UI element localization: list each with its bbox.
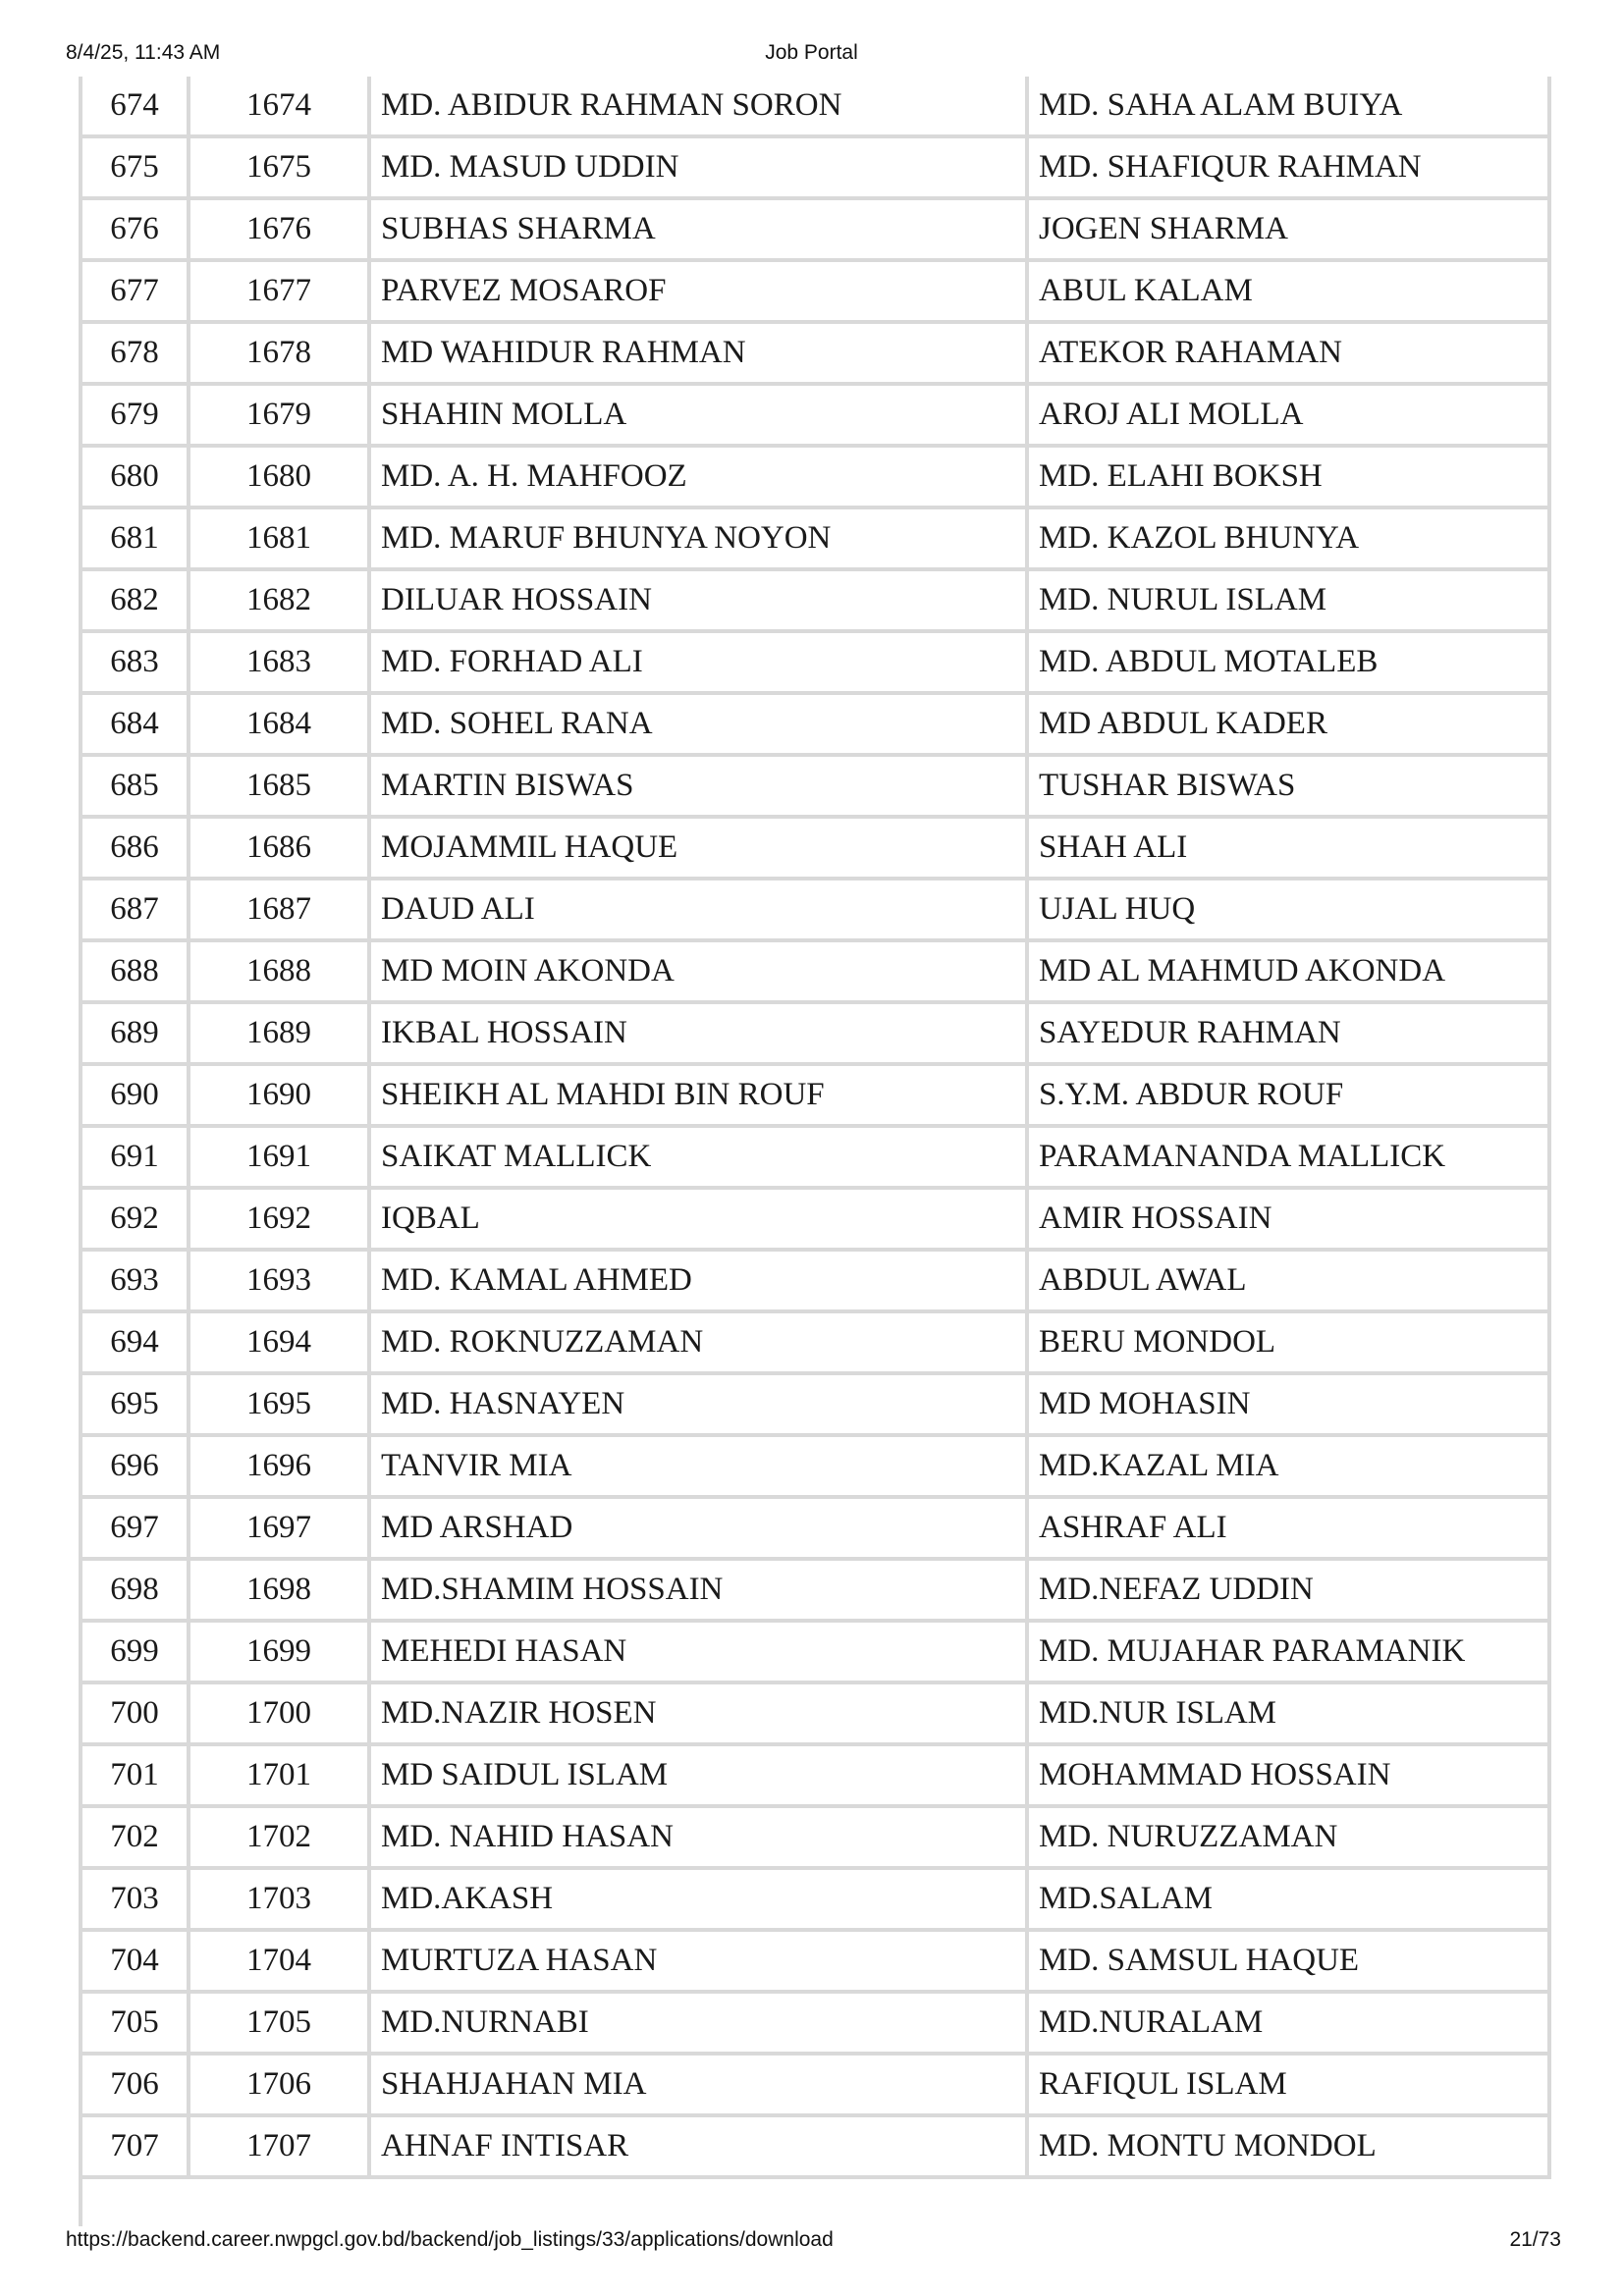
father-name-cell: MD MOHASIN (1027, 1373, 1549, 1435)
application-id-cell: 1699 (189, 1621, 369, 1682)
application-id-cell: 1697 (189, 1497, 369, 1559)
table-row (81, 1868, 1549, 1930)
father-name-cell: MOHAMMAD HOSSAIN (1027, 1744, 1549, 1806)
application-id-cell: 1675 (189, 136, 369, 198)
application-id-cell: 1700 (189, 1682, 369, 1744)
applicant-name-cell: MD.NAZIR HOSEN (369, 1682, 1027, 1744)
father-name-cell: ASHRAF ALI (1027, 1497, 1549, 1559)
applicant-name-cell: MARTIN BISWAS (369, 755, 1027, 817)
father-name-cell: JOGEN SHARMA (1027, 198, 1549, 260)
table-row (81, 446, 1549, 507)
applicant-name-cell: SHAHIN MOLLA (369, 384, 1027, 446)
application-id-cell: 1674 (189, 77, 369, 136)
serial-cell: 693 (81, 1250, 189, 1311)
father-name-cell: MD. ABDUL MOTALEB (1027, 631, 1549, 693)
application-id-cell: 1706 (189, 2054, 369, 2115)
table-row (81, 569, 1549, 631)
applicant-name-cell: MD. SOHEL RANA (369, 693, 1027, 755)
applicant-name-cell: PARVEZ MOSAROF (369, 260, 1027, 322)
serial-cell: 685 (81, 755, 189, 817)
serial-cell: 704 (81, 1930, 189, 1992)
table-row (81, 1373, 1549, 1435)
father-name-cell: MD ABDUL KADER (1027, 693, 1549, 755)
table-row (81, 693, 1549, 755)
applicant-name-cell: MD. A. H. MAHFOOZ (369, 446, 1027, 507)
father-name-cell: MD. NURUZZAMAN (1027, 1806, 1549, 1868)
table-row (81, 1311, 1549, 1373)
application-id-cell: 1690 (189, 1064, 369, 1126)
father-name-cell: PARAMANANDA MALLICK (1027, 1126, 1549, 1188)
table-row (81, 817, 1549, 879)
father-name-cell: BERU MONDOL (1027, 1311, 1549, 1373)
table-row (81, 1002, 1549, 1064)
application-id-cell: 1685 (189, 755, 369, 817)
application-id-cell: 1684 (189, 693, 369, 755)
serial-cell: 681 (81, 507, 189, 569)
applicant-name-cell: SAIKAT MALLICK (369, 1126, 1027, 1188)
table-row (81, 322, 1549, 384)
father-name-cell: AROJ ALI MOLLA (1027, 384, 1549, 446)
father-name-cell: SHAH ALI (1027, 817, 1549, 879)
applicant-name-cell: MD.SHAMIM HOSSAIN (369, 1559, 1027, 1621)
applicant-name-cell: MD. ABIDUR RAHMAN SORON (369, 77, 1027, 136)
application-id-cell: 1705 (189, 1992, 369, 2054)
father-name-cell: ABDUL AWAL (1027, 1250, 1549, 1311)
application-id-cell: 1683 (189, 631, 369, 693)
father-name-cell: S.Y.M. ABDUR ROUF (1027, 1064, 1549, 1126)
print-datetime: 8/4/25, 11:43 AM (66, 41, 221, 64)
father-name-cell: AMIR HOSSAIN (1027, 1188, 1549, 1250)
serial-cell: 678 (81, 322, 189, 384)
serial-cell: 675 (81, 136, 189, 198)
table-row (81, 77, 1549, 136)
application-id-cell: 1693 (189, 1250, 369, 1311)
father-name-cell: MD.NUR ISLAM (1027, 1682, 1549, 1744)
applicant-name-cell: MD WAHIDUR RAHMAN (369, 322, 1027, 384)
application-id-cell: 1704 (189, 1930, 369, 1992)
applicant-name-cell: MD. ROKNUZZAMAN (369, 1311, 1027, 1373)
print-header (0, 39, 1623, 75)
serial-cell: 687 (81, 879, 189, 940)
father-name-cell: MD. KAZOL BHUNYA (1027, 507, 1549, 569)
applicant-name-cell: MD. NAHID HASAN (369, 1806, 1027, 1868)
table-row (81, 879, 1549, 940)
father-name-cell: MD. SHAFIQUR RAHMAN (1027, 136, 1549, 198)
application-id-cell: 1707 (189, 2115, 369, 2177)
serial-cell: 674 (81, 77, 189, 136)
serial-cell: 699 (81, 1621, 189, 1682)
application-id-cell: 1682 (189, 569, 369, 631)
table-row (81, 1621, 1549, 1682)
table-row (81, 2115, 1549, 2177)
applicant-name-cell: DILUAR HOSSAIN (369, 569, 1027, 631)
source-url: https://backend.career.nwpgcl.gov.bd/backend/job_listings/33/applications/download (66, 2228, 834, 2251)
applicant-name-cell: MD. MARUF BHUNYA NOYON (369, 507, 1027, 569)
table-row (81, 1806, 1549, 1868)
applicant-name-cell: MD. MASUD UDDIN (369, 136, 1027, 198)
serial-cell: 684 (81, 693, 189, 755)
table-row (81, 1435, 1549, 1497)
applicant-name-cell: MD ARSHAD (369, 1497, 1027, 1559)
print-footer (0, 2226, 1623, 2262)
application-id-cell: 1698 (189, 1559, 369, 1621)
serial-cell: 701 (81, 1744, 189, 1806)
father-name-cell: MD. SAHA ALAM BUIYA (1027, 77, 1549, 136)
serial-cell: 683 (81, 631, 189, 693)
father-name-cell: MD. ELAHI BOKSH (1027, 446, 1549, 507)
page-number: 21/73 (1509, 2228, 1561, 2251)
application-id-cell: 1703 (189, 1868, 369, 1930)
application-id-cell: 1692 (189, 1188, 369, 1250)
table-row (81, 1188, 1549, 1250)
father-name-cell: MD.NURALAM (1027, 1992, 1549, 2054)
table-row (81, 198, 1549, 260)
application-id-cell: 1691 (189, 1126, 369, 1188)
table-row (81, 260, 1549, 322)
serial-cell: 679 (81, 384, 189, 446)
serial-cell: 696 (81, 1435, 189, 1497)
father-name-cell: MD AL MAHMUD AKONDA (1027, 940, 1549, 1002)
applicant-name-cell: MD SAIDUL ISLAM (369, 1744, 1027, 1806)
applicant-name-cell: SHAHJAHAN MIA (369, 2054, 1027, 2115)
applicant-name-cell: SHEIKH AL MAHDI BIN ROUF (369, 1064, 1027, 1126)
applicant-name-cell: IQBAL (369, 1188, 1027, 1250)
table-row (81, 1559, 1549, 1621)
serial-cell: 702 (81, 1806, 189, 1868)
application-id-cell: 1701 (189, 1744, 369, 1806)
applicant-name-cell: MD. FORHAD ALI (369, 631, 1027, 693)
applicant-name-cell: SUBHAS SHARMA (369, 198, 1027, 260)
serial-cell: 690 (81, 1064, 189, 1126)
father-name-cell: ATEKOR RAHAMAN (1027, 322, 1549, 384)
application-id-cell: 1696 (189, 1435, 369, 1497)
table-row (81, 1064, 1549, 1126)
applicant-name-cell: IKBAL HOSSAIN (369, 1002, 1027, 1064)
applicant-name-cell: MD. HASNAYEN (369, 1373, 1027, 1435)
serial-cell: 686 (81, 817, 189, 879)
application-id-cell: 1687 (189, 879, 369, 940)
applicant-name-cell: MD. KAMAL AHMED (369, 1250, 1027, 1311)
table-row (81, 1744, 1549, 1806)
serial-cell: 694 (81, 1311, 189, 1373)
father-name-cell: MD. MUJAHAR PARAMANIK (1027, 1621, 1549, 1682)
application-id-cell: 1676 (189, 198, 369, 260)
application-id-cell: 1686 (189, 817, 369, 879)
serial-cell: 682 (81, 569, 189, 631)
application-id-cell: 1689 (189, 1002, 369, 1064)
father-name-cell: MD. MONTU MONDOL (1027, 2115, 1549, 2177)
father-name-cell: MD. NURUL ISLAM (1027, 569, 1549, 631)
applicants-table-container (79, 77, 1551, 2179)
applicant-name-cell: DAUD ALI (369, 879, 1027, 940)
application-id-cell: 1678 (189, 322, 369, 384)
application-id-cell: 1677 (189, 260, 369, 322)
table-row (81, 755, 1549, 817)
applicant-name-cell: MURTUZA HASAN (369, 1930, 1027, 1992)
applicant-name-cell: AHNAF INTISAR (369, 2115, 1027, 2177)
serial-cell: 688 (81, 940, 189, 1002)
table-row (81, 384, 1549, 446)
applicant-name-cell: MEHEDI HASAN (369, 1621, 1027, 1682)
table-row (81, 1497, 1549, 1559)
table-row (81, 940, 1549, 1002)
application-id-cell: 1694 (189, 1311, 369, 1373)
serial-cell: 695 (81, 1373, 189, 1435)
page-title: Job Portal (765, 41, 858, 64)
father-name-cell: MD. SAMSUL HAQUE (1027, 1930, 1549, 1992)
applicant-name-cell: MD.NURNABI (369, 1992, 1027, 2054)
serial-cell: 677 (81, 260, 189, 322)
father-name-cell: RAFIQUL ISLAM (1027, 2054, 1549, 2115)
father-name-cell: MD.NEFAZ UDDIN (1027, 1559, 1549, 1621)
table-row (81, 1992, 1549, 2054)
father-name-cell: TUSHAR BISWAS (1027, 755, 1549, 817)
father-name-cell: MD.SALAM (1027, 1868, 1549, 1930)
serial-cell: 691 (81, 1126, 189, 1188)
table-row (81, 136, 1549, 198)
application-id-cell: 1702 (189, 1806, 369, 1868)
father-name-cell: ABUL KALAM (1027, 260, 1549, 322)
serial-cell: 707 (81, 2115, 189, 2177)
table-row (81, 507, 1549, 569)
table-row (81, 1930, 1549, 1992)
applicant-name-cell: TANVIR MIA (369, 1435, 1027, 1497)
applicant-name-cell: MOJAMMIL HAQUE (369, 817, 1027, 879)
table-row (81, 1250, 1549, 1311)
applicant-name-cell: MD.AKASH (369, 1868, 1027, 1930)
application-id-cell: 1695 (189, 1373, 369, 1435)
father-name-cell: UJAL HUQ (1027, 879, 1549, 940)
father-name-cell: SAYEDUR RAHMAN (1027, 1002, 1549, 1064)
serial-cell: 689 (81, 1002, 189, 1064)
applicants-table-body (81, 77, 1549, 2177)
serial-cell: 700 (81, 1682, 189, 1744)
serial-cell: 703 (81, 1868, 189, 1930)
application-id-cell: 1688 (189, 940, 369, 1002)
table-row (81, 1126, 1549, 1188)
applicants-table (79, 77, 1551, 2179)
serial-cell: 706 (81, 2054, 189, 2115)
serial-cell: 680 (81, 446, 189, 507)
serial-cell: 676 (81, 198, 189, 260)
serial-cell: 697 (81, 1497, 189, 1559)
table-row (81, 2054, 1549, 2115)
serial-cell: 705 (81, 1992, 189, 2054)
applicant-name-cell: MD MOIN AKONDA (369, 940, 1027, 1002)
application-id-cell: 1679 (189, 384, 369, 446)
table-row (81, 631, 1549, 693)
serial-cell: 692 (81, 1188, 189, 1250)
application-id-cell: 1680 (189, 446, 369, 507)
serial-cell: 698 (81, 1559, 189, 1621)
application-id-cell: 1681 (189, 507, 369, 569)
table-row (81, 1682, 1549, 1744)
father-name-cell: MD.KAZAL MIA (1027, 1435, 1549, 1497)
